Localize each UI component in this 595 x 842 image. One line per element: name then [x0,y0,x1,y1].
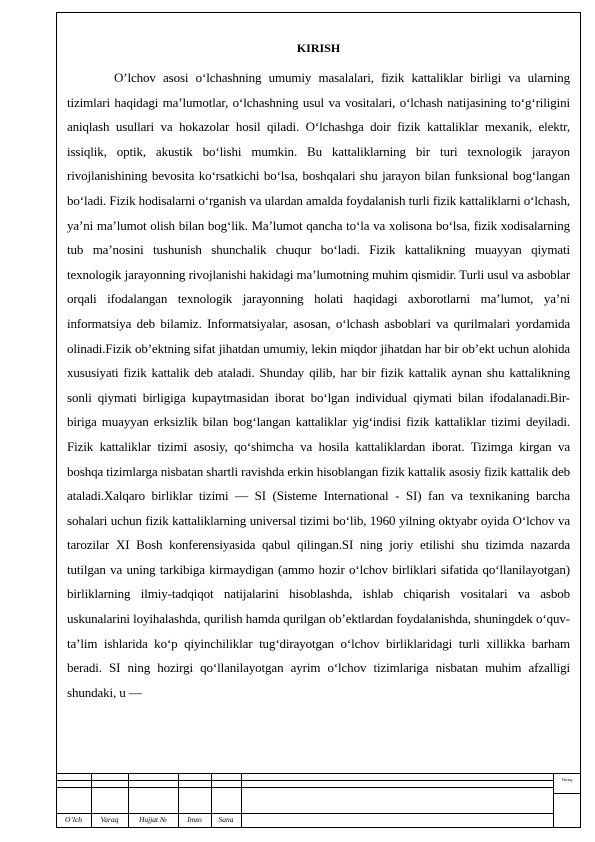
page-title: KIRISH [296,41,341,55]
title-block-line [241,773,242,828]
stamp-label-sana: Sana [218,815,234,824]
title-block [56,773,581,828]
title-block-line [56,773,581,774]
title-block-line [553,793,581,794]
stamp-label-imzo: Imzo [187,815,202,824]
stamp-label-olch: O’lch [64,815,83,824]
title-block-line [56,787,553,788]
stamp-label-hujjat: Hujjat № [138,815,168,824]
stamp-label-varaq: Varaq [100,815,119,824]
body-paragraph: O’lchov asosi o‘lchashning umumiy masalalari, fizik kattaliklar birligi va ularning tizimlari haqidagi ma’lumotlar, o‘lchashning usul va vositalari, o‘lchash natijasining to‘g‘riligini aniqlash usullari va hokazolar hosil qiladi. O‘lchashga doir fizik kattaliklar mexanik, elektr, issiqlik, optik, akustik bo‘lishi mumkin. Bu kattaliklarning bir turi texnologik jarayon rivojlanishining bevosita ko‘rsatkichi bo‘lsa, boshqalari shu jarayon bilan funksional bog‘langan bo‘ladi. Fizik hodisalarni o‘rganish va ulardan amalda foydalanish turli fizik kattaliklarni o‘lchash, ya’ni ma’lumot olish bilan bog‘lik. Ma’lumot qancha to‘la va xolisona bo‘lsa, fizik xodisalarning tub ma’nosini tushunish shunchalik chuqur bo‘ladi. Fizik kattalikning muayyan qiymati texnologik jarayonning rivojlanishi hakidagi ma’lumotning muhim qismidir. Turli usul va asboblar orqali ifodalangan texnologik jarayonning holati haqidagi axborotlarni ma’lumot, ya’ni informatsiya deb bilamiz. Informatsiyalar, asosan, o‘lchash asboblari va qurilmalari yordamida olinadi.Fizik ob’ektning sifat jihatdan umumiy, lekin miqdor jihatdan har bir ob’ekt uchun alohida xususiyati fizik kattalik deb ataladi. Shunday qilib, har bir fizik kattalik aynan shu kattalikning sonli qiymati birligiga kupaytmasidan iborat bo‘lgan individual qiymati bilan ifodalanadi.Bir-biriga muayyan erksizlik bilan bog‘langan kattaliklar yig‘indisi fizik kattaliklar tizimi deyiladi. Fizik kattaliklar tizimi asosiy, qo‘shimcha va hosila kattaliklardan iborat. Tizimga kirgan va boshqa tizimlarga nisbatan shartli ravishda erkin hisoblangan fizik kattalik asosiy fizik kattalik deb ataladi.Xalqaro birliklar tizimi — SI (Sisteme International - SI) fan va texnikaning barcha sohalari uchun fizik kattaliklarning universal tizimi bo‘lib, 1960 yilning oktyabr oyida O‘lchov va tarozilar XI Bosh konferensiyasida qabul qilingan.SI ning joriy etilishi shu tizimda nazarda tutilgan va uning tarkibiga kirmaydigan (ammo hozir o‘lchov birliklari sifatida qo‘llanilayotgan) birliklarning ilmiy-tadqiqot natijalarini hisoblashda, ishlab chiqarish vositalari va asbob uskunalarini loyihalashda, qurilish hamda qurilgan ob’ektlardan foydalanishda, shuningdek o‘quv-ta’lim ishlarida ko‘p qiyinchiliklar tug‘dirayotgan o‘lchov birliklaridagi turli xillikka barham beradi. SI ning hozirgi qo‘llanilayotgan ayrim o‘lchov tizimlariga nisbatan muhim afzalligi shundaki, u — [67,70,570,700]
title-block-line [56,780,553,781]
sheet-number-label: Varaq [561,777,573,782]
